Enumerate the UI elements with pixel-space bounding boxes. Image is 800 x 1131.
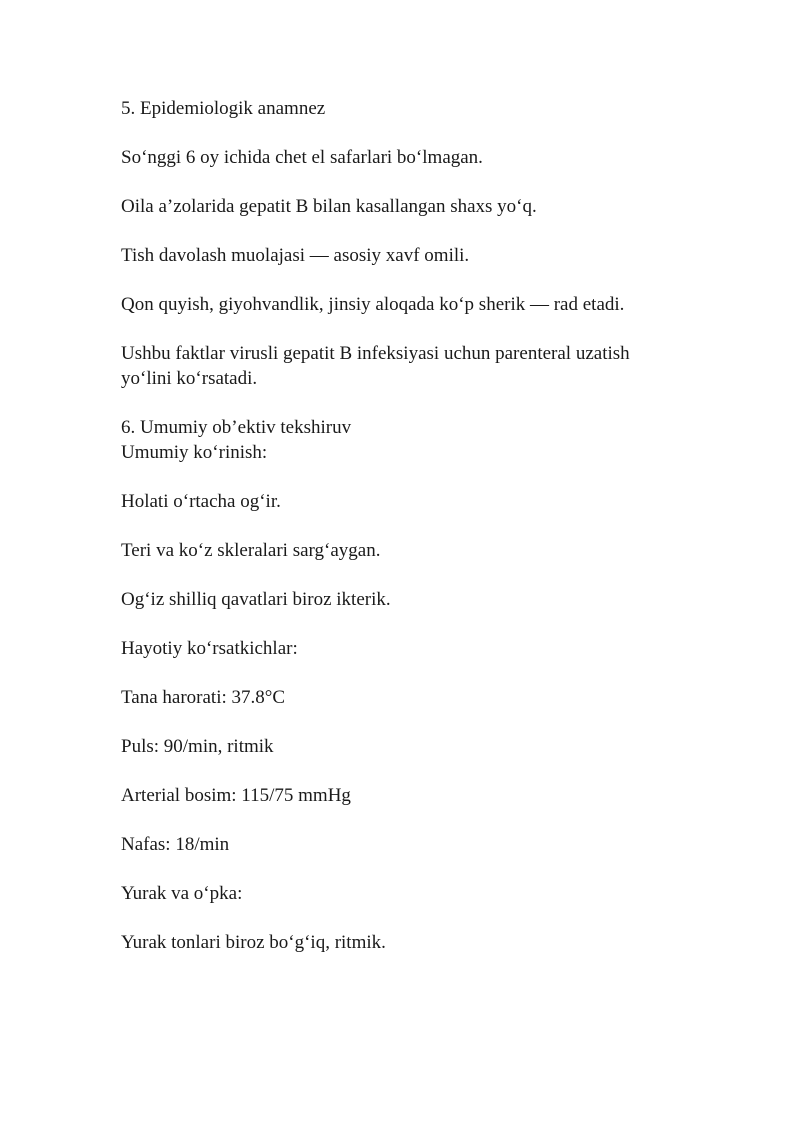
paragraph-travel: So‘nggi 6 oy ichida chet el safarlari bo‘lmagan.: [121, 147, 483, 168]
general-appearance-label: Umumiy ko‘rinish:: [121, 442, 268, 463]
general-item-condition: Holati o‘rtacha og‘ir.: [121, 491, 281, 512]
vital-respiration: Nafas: 18/min: [121, 834, 230, 855]
vital-temperature: Tana harorati: 37.8°C: [121, 687, 286, 708]
paragraph-family: Oila a’zolarida gepatit B bilan kasallangan shaxs yo‘q.: [121, 196, 537, 217]
heart-lung-label: Yurak va o‘pka:: [121, 883, 243, 904]
paragraph-dental: Tish davolash muolajasi — asosiy xavf omili.: [121, 245, 470, 266]
paragraph-risk-denied: Qon quyish, giyohvandlik, jinsiy aloqada ko‘p sherik — rad etadi.: [121, 294, 625, 315]
general-item-mucosa: Og‘iz shilliq qavatlari biroz ikterik.: [121, 589, 391, 610]
section-heading-examination: 6. Umumiy ob’ektiv tekshiruv: [121, 417, 352, 438]
vital-pulse: Puls: 90/min, ritmik: [121, 736, 274, 757]
document-page: [121, 96, 681, 955]
heart-lung-item: Yurak tonlari biroz bo‘g‘iq, ritmik.: [121, 932, 386, 953]
section-heading-epidemiology: 5. Epidemiologik anamnez: [121, 98, 326, 119]
vital-blood-pressure: Arterial bosim: 115/75 mmHg: [121, 785, 351, 806]
vitals-label: Hayotiy ko‘rsatkichlar:: [121, 638, 298, 659]
general-item-skin: Teri va ko‘z skleralari sarg‘aygan.: [121, 540, 381, 561]
paragraph-conclusion: Ushbu faktlar virusli gepatit B infeksiyasi uchun parenteral uzatish yo‘lini ko‘rsatadi.: [121, 343, 630, 389]
